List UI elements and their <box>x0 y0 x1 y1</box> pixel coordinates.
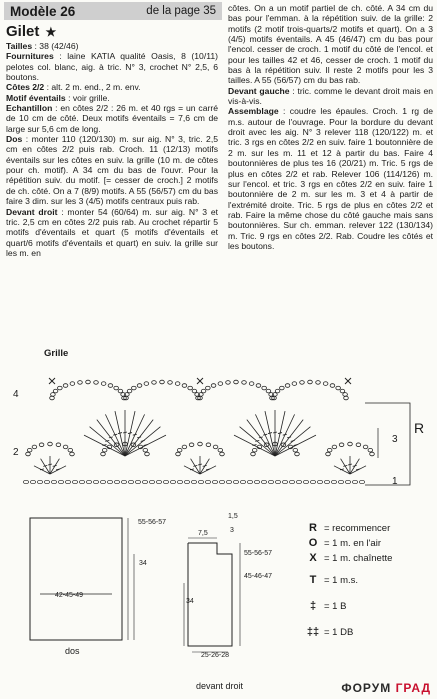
treble-crochet-icon: ‡‡ <box>306 626 320 638</box>
legend-repeat: R = recommencer <box>306 522 390 534</box>
foundation-chain <box>58 480 63 483</box>
row4-arch-0 <box>108 384 113 388</box>
paragraph-gauge: Echantillon : en côtes 2/2 : 26 m. et 40 rgs = un carré de 10 cm de côté. Deux motifs éventails = 7,6 cm de large sur 5,6 cm de long. <box>6 103 218 134</box>
row2-arch-0 <box>68 448 73 452</box>
fan-0-tick-5 <box>123 432 127 433</box>
small-fan-1-tick-3 <box>203 465 207 466</box>
row4-arch-1 <box>137 384 142 388</box>
row4-arch-1 <box>175 382 180 386</box>
foundation-chain <box>93 480 98 483</box>
foundation-chain <box>135 480 140 483</box>
foundation-chain <box>310 480 315 483</box>
row4-arch-0 <box>51 393 56 397</box>
fan-1-tick-10 <box>293 445 297 446</box>
difficulty-star-icon: ★ <box>45 25 57 39</box>
row2-arch-4 <box>327 448 332 452</box>
foundation-chain <box>121 480 126 483</box>
foundation-chain <box>177 480 182 483</box>
fan-1-tick-4 <box>268 433 272 434</box>
row2-arch-0 <box>48 442 53 446</box>
devant-outline <box>188 543 232 646</box>
paragraph-sizes: Tailles : 38 (42/46) <box>6 41 79 51</box>
foundation-chain <box>345 480 350 483</box>
foundation-chain <box>72 480 77 483</box>
row2-arch-4 <box>339 443 344 447</box>
row2-arch-2 <box>213 445 218 449</box>
legend-double: ‡ = 1 B <box>306 600 346 612</box>
small-fan-0-tick-2 <box>48 464 52 465</box>
row4-arch-2 <box>242 381 247 385</box>
paragraph-fan-motif: Motif éventails : voir grille. <box>6 92 110 103</box>
row2-arch-3 <box>252 448 257 452</box>
row2-arch-2 <box>206 443 211 447</box>
row4-arch-3 <box>275 389 280 393</box>
row4-arch-3 <box>336 386 341 390</box>
foundation-chain <box>149 480 154 483</box>
devant-neck-height: 45-46-47 <box>244 573 273 580</box>
row4-arch-0 <box>58 386 63 390</box>
row4-arch-3 <box>323 382 328 386</box>
paragraph-right-front: Devant droit : monter 54 (60/64) m. sur aig. N° 3 et tric. 2,5 cm en côtes 2/2 puis rab. Au crochet répartir 5 motifs d'éventails et quart (5 motifs d'éventails et quart/6 motifs d'éventails et quart) en suiv. la grille sur les m. en <box>6 206 218 258</box>
foundation-chain <box>275 480 280 483</box>
foundation-chain <box>338 480 343 483</box>
row2-arch-1 <box>102 448 107 452</box>
row4-arch-0 <box>114 386 119 390</box>
foundation-chain <box>65 480 70 483</box>
row4-arch-0 <box>94 381 99 385</box>
row4-arch-0 <box>78 381 83 385</box>
legend-chain: O = 1 m. en l'air <box>306 537 381 549</box>
title-text: Gilet <box>6 23 40 40</box>
row2-arch-2 <box>220 452 225 456</box>
devant-neck-b: 3 <box>230 527 234 534</box>
row4-arch-2 <box>206 386 211 390</box>
row4-arch-1 <box>132 386 137 390</box>
foundation-chain <box>79 480 84 483</box>
foundation-chain <box>331 480 336 483</box>
row4-arch-2 <box>201 389 206 393</box>
row2-arch-2 <box>176 452 181 456</box>
small-fan-0-tick-3 <box>53 465 57 466</box>
row4-arch-2 <box>249 382 254 386</box>
row2-arch-0 <box>27 448 32 452</box>
foundation-chain <box>226 480 231 483</box>
paragraph-back: Dos : monter 110 (120/130) m. sur aig. N° 3, tric. 2,5 cm en côtes 2/2 puis rab. Croch. 11 (12/13) motifs éventails sur les côtes en suiv. la grille (10 m. de côtes pour ch. motif). A 34 cm du bas de l'ouvr. Pour la répétition suiv. du motif. [= cesser de croch.] 2 motifs de ch. côté. On a 7 (8/9) motifs. A 55 (56/57) cm du bas faire 3 dim. sur les 3 (4/5) motifs centraux puis rab. <box>6 134 218 207</box>
fan-1-tick-9 <box>291 440 295 441</box>
row4-arch-3 <box>285 384 290 388</box>
paragraph-left-front: Devant gauche : tric. comme le devant droit mais en vis-à-vis. <box>228 85 433 107</box>
model-header <box>4 2 222 20</box>
row2-arch-0 <box>70 452 75 456</box>
row4-arch-2 <box>211 384 216 388</box>
paragraph-front-cont: côtes. On a un motif partiel de ch. côté. A 34 cm du bas pour l'emman. à la répétition suiv. de la grille: 2 motifs (2 motif trois-quarts/2 motifs et quart). On a 3 (4/5) motifs éventails. A 45 (46/47) cm du bas pour l'encol. cesser de croch. 1 motif du côté de l'encol. et pour les tailles 42 et 46, cesser de croch. 1 motif du bas à la répétition suiv. Il reste 2 motifs pour les 3 tailles. A 55 (56/57) cm du bas rab. <box>228 3 433 86</box>
fan-0-tick-10 <box>143 445 147 446</box>
foundation-chain <box>247 480 252 483</box>
devant-bottom-width: 25-26-28 <box>201 652 230 659</box>
row4-arch-2 <box>218 382 223 386</box>
foundation-chain <box>30 480 35 483</box>
row-label-4: 4 <box>13 389 19 400</box>
row2-arch-4 <box>332 445 337 449</box>
row2-arch-4 <box>326 452 331 456</box>
row2-arch-4 <box>370 452 375 456</box>
foundation-chain <box>44 480 49 483</box>
row2-arch-3 <box>295 452 300 456</box>
single-crochet-icon: T <box>309 574 317 586</box>
foundation-chain <box>23 480 28 483</box>
foundation-chain <box>296 480 301 483</box>
row4-arch-1 <box>168 381 173 385</box>
fan-1-tick-3 <box>263 434 267 435</box>
row4-arch-0 <box>118 389 123 393</box>
row4-arch-1 <box>182 384 187 388</box>
row4-arch-3 <box>344 396 349 400</box>
chain-stitch-icon: O <box>308 537 318 549</box>
row2-arch-1 <box>145 452 150 456</box>
fan-0-tick-6 <box>128 433 132 434</box>
row4-arch-3 <box>300 381 305 385</box>
row4-arch-2 <box>226 381 231 385</box>
instructions-left <box>6 41 218 258</box>
foundation-chain <box>254 480 259 483</box>
foundation-chain <box>142 480 147 483</box>
row4-arch-3 <box>330 384 335 388</box>
model-number: Modèle 26 <box>10 3 76 19</box>
fan-1-tick-8 <box>287 437 291 438</box>
foundation-chain <box>198 480 203 483</box>
repeat-marker: R <box>414 420 425 436</box>
dos-lower-length: 34 <box>139 560 147 567</box>
fan-0-tick-7 <box>133 434 137 435</box>
foundation-chain <box>303 480 308 483</box>
fan-1-tick-2 <box>259 437 263 438</box>
fan-0-tick-8 <box>137 437 141 438</box>
row4-arch-0 <box>70 382 75 386</box>
row4-arch-0 <box>63 384 68 388</box>
foundation-chain <box>128 480 133 483</box>
paragraph-assembly: Assemblage : coudre les épaules. Croch. 1 rg de m.s. autour de l'ouvrage. Pour la bordure du devant droit avec les aig. N° 3 relever 118 (120/122) m. et tric. 3 rgs en côtes 2/2 en suiv. faire 1 boutonnière de 2 m. sur les m. 11 et 12 à partir du bas. Faire 4 boutonnières de plus tes 16 (20/21) m. Tric. 5 rgs de plus en côtes 2/2 et rab. Relever 106 (114/126) m. sur l'encol. et tric. 3 rgs en côtes 2/2 en suiv. faire 1 boutonnière de 2 m. sur les m. 3 et 4 à partir de l'extrémité droite. Tric. 5 rgs de plus en côtes 2/2 et rab. Faire la même chose du côté gauche mais sans boutonnières. Sur ch. emman. relever 122 (130/134) m. Tric. 9 rgs en côtes 2/2. Rab. Coudre les côtés et les boutons. <box>228 106 433 251</box>
watermark-logo: ФОРУМ ГРАД <box>341 681 431 695</box>
foundation-chain <box>86 480 91 483</box>
small-fan-0-tick-4 <box>56 469 60 470</box>
dos-total-length: 55-56-57 <box>138 519 167 526</box>
row4-arch-2 <box>234 380 239 384</box>
slip-stitch-icon: X <box>309 552 317 564</box>
foundation-chain <box>170 480 175 483</box>
legend-treble: ‡‡ = 1 DB <box>306 626 354 638</box>
devant-neck-a: 1,5 <box>228 513 238 520</box>
foundation-chain <box>289 480 294 483</box>
foundation-chain <box>107 480 112 483</box>
row2-arch-0 <box>63 445 68 449</box>
row4-arch-3 <box>280 386 285 390</box>
small-fan-1-tick-2 <box>198 464 202 465</box>
devant-shoulder-width: 7,5 <box>198 530 208 537</box>
small-fan-2-tick-1 <box>343 465 347 466</box>
row2-arch-0 <box>32 445 37 449</box>
foundation-chain <box>191 480 196 483</box>
row4-arch-3 <box>308 380 313 384</box>
foundation-chain <box>205 480 210 483</box>
row4-arch-1 <box>160 380 165 384</box>
row2-arch-4 <box>348 442 353 446</box>
row4-arch-2 <box>256 384 261 388</box>
foundation-chain <box>163 480 168 483</box>
row4-arch-1 <box>152 381 157 385</box>
row4-arch-2 <box>266 389 271 393</box>
double-crochet-icon: ‡ <box>309 600 317 612</box>
page-title <box>6 23 56 40</box>
foundation-chain <box>156 480 161 483</box>
foundation-chain <box>219 480 224 483</box>
row-label-2: 2 <box>13 447 19 458</box>
row2-arch-2 <box>198 442 203 446</box>
chart-title: Grille <box>44 348 69 359</box>
dos-outline <box>30 518 122 640</box>
row4-arch-1 <box>127 389 132 393</box>
row4-arch-3 <box>343 393 348 397</box>
foundation-chain <box>268 480 273 483</box>
row-label-1: 1 <box>392 476 398 487</box>
row4-arch-0 <box>50 396 55 400</box>
foundation-chain <box>240 480 245 483</box>
foundation-chain <box>324 480 329 483</box>
row4-arch-1 <box>188 386 193 390</box>
row2-arch-4 <box>363 445 368 449</box>
row4-arch-3 <box>292 382 297 386</box>
fan-1-tick-5 <box>273 432 277 433</box>
row4-arch-3 <box>316 381 321 385</box>
row4-arch-1 <box>144 382 149 386</box>
row2-arch-2 <box>177 448 182 452</box>
small-fan-2-tick-2 <box>348 464 352 465</box>
fan-0-tick-2 <box>109 437 113 438</box>
row2-arch-2 <box>189 443 194 447</box>
row4-arch-1 <box>192 389 197 393</box>
row4-arch-0 <box>101 382 106 386</box>
row2-arch-3 <box>293 448 298 452</box>
row2-arch-0 <box>26 452 31 456</box>
row2-arch-1 <box>143 448 148 452</box>
legend-slip: X = 1 m. chaînette <box>306 552 392 564</box>
repeat-icon: R <box>309 522 317 534</box>
dos-caption: dos <box>65 646 80 656</box>
fan-0-tick-3 <box>113 434 117 435</box>
repeat-bracket <box>365 403 410 485</box>
page-reference: de la page 35 <box>146 5 216 17</box>
instructions-right <box>228 3 433 251</box>
small-fan-1-tick-1 <box>193 465 197 466</box>
row2-arch-0 <box>39 443 44 447</box>
row2-arch-4 <box>368 448 373 452</box>
small-fan-0-tick-1 <box>43 465 47 466</box>
foundation-chain <box>317 480 322 483</box>
row-label-3: 3 <box>392 434 398 445</box>
foundation-chain <box>37 480 42 483</box>
small-fan-2-tick-3 <box>353 465 357 466</box>
small-fan-1-tick-4 <box>206 469 210 470</box>
row4-arch-0 <box>53 389 58 393</box>
small-fan-2-tick-4 <box>356 469 360 470</box>
row2-arch-0 <box>56 443 61 447</box>
foundation-chain <box>359 480 364 483</box>
foundation-chain <box>100 480 105 483</box>
foundation-chain <box>51 480 56 483</box>
row4-arch-3 <box>340 389 345 393</box>
fan-1-tick-7 <box>283 434 287 435</box>
row2-arch-3 <box>251 452 256 456</box>
devant-caption: devant droit <box>196 681 244 691</box>
row2-arch-1 <box>101 452 106 456</box>
foundation-chain <box>352 480 357 483</box>
dos-width: 42-45-49 <box>55 592 84 599</box>
legend-single: T = 1 m.s. <box>306 574 358 586</box>
fan-0-tick-9 <box>141 440 145 441</box>
row4-arch-0 <box>86 380 91 384</box>
foundation-chain <box>233 480 238 483</box>
row2-arch-2 <box>182 445 187 449</box>
foundation-chain <box>261 480 266 483</box>
fan-0-tick-4 <box>118 433 122 434</box>
paragraph-supplies: Fournitures : laine KATIA qualité Oasis, 8 (10/11) pelotes col. blanc, aig. à tric. N° 3, crochet N° 2,5, 6 boutons. <box>6 51 218 83</box>
foundation-chain <box>282 480 287 483</box>
row2-arch-4 <box>356 443 361 447</box>
fan-1-tick-6 <box>278 433 282 434</box>
foundation-chain <box>114 480 119 483</box>
devant-total-length: 55-56-57 <box>244 550 273 557</box>
paragraph-ribbing: Côtes 2/2 : alt. 2 m. end., 2 m. env. <box>6 82 141 93</box>
foundation-chain <box>212 480 217 483</box>
row4-arch-2 <box>262 386 267 390</box>
foundation-chain <box>184 480 189 483</box>
row2-arch-2 <box>218 448 223 452</box>
devant-lower-length: 34 <box>186 598 194 605</box>
